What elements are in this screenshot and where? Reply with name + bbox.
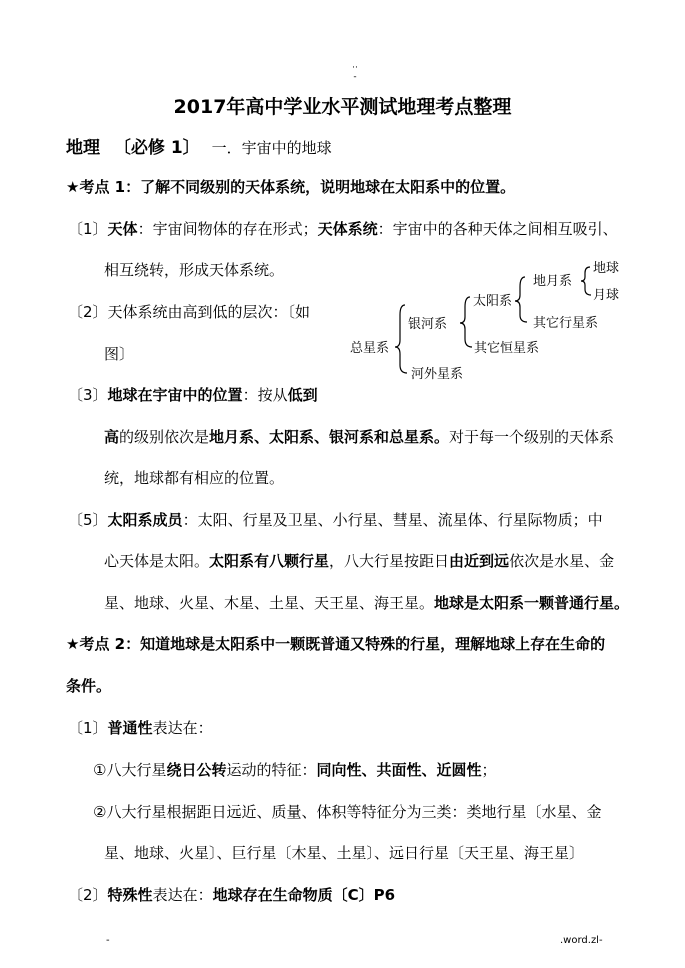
node-solar-system: 太阳系 (473, 294, 513, 309)
para-number: 〔3〕 (68, 386, 108, 404)
para-5-line-3 (104, 593, 629, 613)
definition-text: ：宇宙中的各种天体之间相互吸引、 (377, 220, 618, 238)
earth-moon-brace (581, 267, 591, 295)
header-dash: - (353, 72, 357, 82)
para-number: 〔2〕 (68, 303, 108, 321)
term-eight-planets: 太阳系有八颗行星 (209, 552, 330, 570)
milky-way-brace (460, 297, 472, 347)
para-text: 心天体是太阳。 (104, 552, 210, 570)
chapter-label: 一．宇宙中的地球 (211, 139, 332, 157)
definition-text: ：宇宙间物体的存在形式； (137, 220, 318, 238)
para-text: 运动的特征： (226, 761, 317, 779)
term-ordinariness: 普通性 (107, 719, 153, 737)
key-point-2 (66, 634, 605, 654)
celestial-hierarchy-diagram (345, 255, 635, 385)
para-1-line-1 (68, 219, 618, 239)
para-text: 天体系统由高到低的层次：〔如 (107, 303, 311, 321)
root-brace (395, 305, 407, 373)
ordinary-item-2-line-1: ②八大行星根据距日远近、质量、体积等特征分为三类：类地行星〔水星、金 (93, 803, 602, 821)
term-celestial-body: 天体 (107, 220, 138, 238)
para-text: 星、地球、火星、木星、土星、天王星、海王星。 (104, 594, 435, 612)
star-icon: ★ (66, 635, 80, 653)
para-text: ； (481, 761, 497, 779)
page-title: 2017年高中学业水平测试地理考点整理 (173, 96, 512, 118)
ordinary-item-1 (93, 760, 497, 780)
para-1-line-2: 相互绕转，形成天体系统。 (104, 261, 285, 279)
term-low-to: 低到 (287, 386, 318, 404)
para-text: ：太阳、行星及卫星、小行星、彗星、流星体、行星际物质；中 (182, 511, 603, 529)
footer-right: .word.zl- (560, 935, 603, 946)
para-text: 表达在： (152, 719, 213, 737)
term-solar-members: 太阳系成员 (107, 511, 183, 529)
solar-brace (515, 277, 527, 322)
term-orbit-features: 同向性、共面性、近圆性 (316, 761, 482, 779)
para-text: 对于每一个级别的天体系 (449, 428, 615, 446)
para-3-line-2 (104, 427, 614, 447)
section-heading (66, 133, 332, 158)
para-text: ：按从 (242, 386, 288, 404)
para-3-line-1 (68, 385, 318, 405)
node-earth: 地球 (593, 261, 620, 276)
para-number: 〔1〕 (68, 220, 108, 238)
special-heading (68, 885, 395, 905)
key-point-label: 考点 2： (79, 635, 141, 653)
ordinary-item-2-line-2: 星、地球、火星〕、巨行星〔木星、土星〕、远日行星〔天王星、海王星〕 (104, 844, 585, 862)
node-earth-moon-system: 地月系 (533, 274, 573, 289)
para-number: 〔2〕 (68, 886, 108, 904)
para-3-line-3: 统，地球都有相应的位置。 (104, 469, 285, 487)
subject-label: 地理 (66, 138, 100, 158)
para-5-line-1 (68, 510, 603, 530)
node-moon: 月球 (593, 288, 620, 303)
key-point-2-line-2: 条件。 (66, 677, 112, 695)
node-milky-way: 银河系 (408, 317, 448, 332)
node-other-planet-systems: 其它行星系 (533, 316, 599, 331)
para-2-line-2: 图〕 (104, 345, 135, 363)
term-earth-position: 地球在宇宙中的位置 (107, 386, 243, 404)
ordinary-heading (68, 718, 213, 738)
book-label: 〔必修 1〕 (113, 138, 200, 158)
term-specialness: 特殊性 (107, 886, 153, 904)
footer-left: - (106, 935, 110, 946)
para-text: 表达在： (152, 886, 213, 904)
para-text: 的级别依次是 (119, 428, 210, 446)
para-5-line-2 (104, 551, 614, 571)
term-celestial-system: 天体系统 (317, 220, 378, 238)
key-point-1 (66, 177, 515, 197)
para-text: ①八大行星 (93, 761, 167, 779)
term-high: 高 (104, 428, 120, 446)
para-number: 〔5〕 (68, 511, 108, 529)
node-extragalactic: 河外星系 (411, 367, 464, 382)
node-total-system: 总星系 (350, 341, 390, 356)
header-dots: ·· (352, 63, 358, 73)
node-other-star-systems: 其它恒星系 (474, 341, 540, 356)
star-icon: ★ (66, 178, 80, 196)
page-header (340, 64, 370, 82)
term-ordinary-planet: 地球是太阳系一颗普通行星。 (434, 594, 630, 612)
term-system-levels: 地月系、太阳系、银河系和总星系。 (209, 428, 450, 446)
para-number: 〔1〕 (68, 719, 108, 737)
key-point-label: 考点 1： (79, 178, 141, 196)
term-life-matter: 地球存在生命物质〔C〕P6 (212, 886, 396, 904)
key-point-text: 知道地球是太阳系中一颗既普通又特殊的行星，理解地球上存在生命的 (140, 635, 606, 653)
para-2-line-1 (68, 302, 310, 322)
para-text: 依次是水星、金 (509, 552, 615, 570)
para-text: ，八大行星按距日 (329, 552, 450, 570)
term-orbit-sun: 绕日公转 (166, 761, 227, 779)
key-point-text: 了解不同级别的天体系统，说明地球在太阳系中的位置。 (140, 178, 516, 196)
term-near-to-far: 由近到远 (449, 552, 510, 570)
